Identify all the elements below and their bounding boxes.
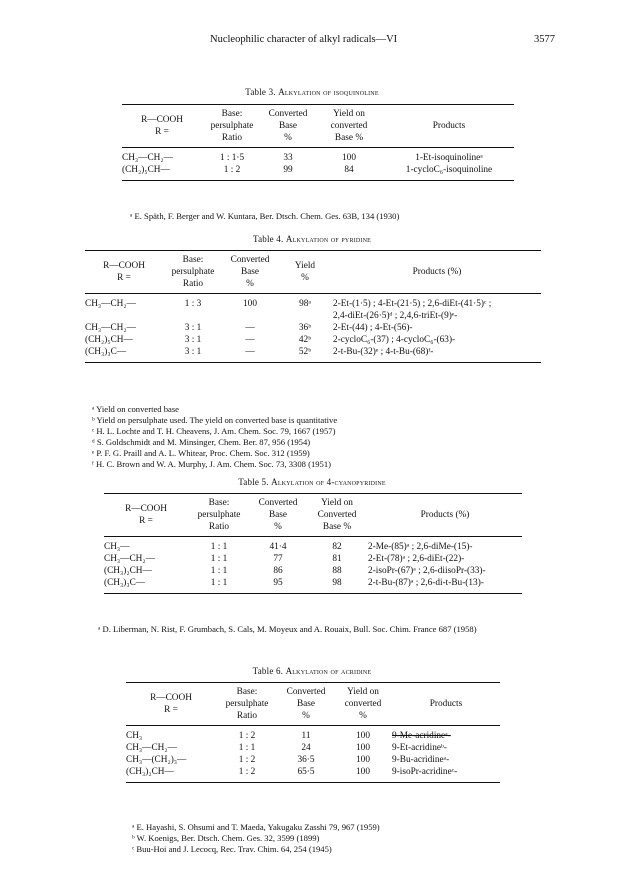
cell-ratio: 1 : 2: [216, 766, 278, 783]
table3-label: Table 3.: [245, 87, 276, 97]
cell-products: 9-Me-acridineᵃ-: [392, 731, 451, 741]
cell-yield: 98ᵃ: [299, 299, 311, 309]
cell-products: 2-t-Bu-(87)ᵃ ; 2,6-di-t-Bu-(13)-: [368, 577, 522, 594]
cell-yield: 42ᵇ: [298, 335, 312, 345]
table6-header-r: R—COOH R =: [126, 683, 216, 726]
table5-title: Alkylation of 4-cyanopyridine: [271, 477, 386, 487]
footnote: ᵃ D. Liberman, N. Rist, F. Grumbach, S. Cals, M. Moyeux and A. Rouaix, Bull. Soc. Chim. France 687 (1958): [98, 624, 477, 634]
table3-header-r: R—COOH R =: [122, 105, 202, 148]
table3: [122, 104, 514, 181]
cell-r: (CH₂)₅CH—: [122, 164, 202, 181]
table3-footnotes: [130, 211, 399, 222]
table3-header-products: Products: [384, 105, 514, 148]
cell-r: CH₃—(CH₂)₃—: [126, 755, 187, 765]
cell-ratio: 1 : 2: [238, 755, 256, 765]
table5-header-ratio: Base: persulphate Ratio: [188, 494, 250, 537]
table6-header-yield: Yield on converted %: [334, 683, 392, 726]
table5-header-converted: Converted Base %: [250, 494, 306, 537]
cell-ratio: 1 : 1·5: [219, 153, 245, 163]
page-number: 3577: [534, 34, 555, 45]
cell-products: 2-Et-(1·5) ; 4-Et-(21·5) ; 2,6-diEt-(41·5)ᶜ ; 2,4-diEt-(26·5)ᵈ ; 2,4,6-triEt-(9)ᵉ-: [333, 299, 492, 321]
table5-header-products: Products (%): [368, 494, 522, 537]
cell-yield: 100: [356, 731, 370, 741]
cell-r: (CH₃)₂CH—: [126, 766, 216, 783]
cell-ratio: 1 : 1: [210, 566, 228, 576]
table4: [85, 250, 541, 363]
cell-r: (CH₂)₅CH—: [85, 335, 133, 345]
cell-converted: 99: [262, 164, 314, 181]
cell-products: 2-isoPr-(67)ᵃ ; 2,6-diisoPr-(33)-: [368, 566, 486, 576]
table3-header-row: [122, 105, 514, 148]
footnote: ᵈ S. Goldschmidt and M. Minsinger, Chem. Ber. 87, 956 (1954): [92, 437, 311, 447]
cell-yield: 52ᵇ: [277, 346, 333, 363]
table3-caption: [0, 87, 624, 97]
table-row: [122, 148, 514, 165]
cell-converted: 95: [250, 577, 306, 594]
table5-header-r: R—COOH R =: [104, 494, 188, 537]
cell-yield: 100: [356, 755, 370, 765]
footnote: ᶜ H. L. Lochte and T. H. Cheavens, J. Am. Chem. Soc. 79, 1667 (1957): [92, 426, 336, 436]
cell-yield: 84: [314, 164, 384, 181]
table6-footnotes: [132, 822, 380, 855]
cell-yield: 98: [306, 577, 368, 594]
cell-products: 2-t-Bu-(32)ᵉ ; 4-t-Bu-(68)ᶠ-: [333, 346, 541, 363]
cell-ratio: 3 : 1: [184, 335, 202, 345]
table-row: [126, 742, 500, 754]
cell-ratio: 1 : 1: [238, 743, 256, 753]
cell-r: CH₃—: [104, 542, 130, 552]
cell-yield: 88: [332, 566, 342, 576]
table3-title: Alkylation of isoquinoline: [278, 87, 379, 97]
cell-r: CH₃—CH₂—: [85, 323, 136, 333]
cell-converted: 33: [283, 153, 293, 163]
table6-label: Table 6.: [252, 666, 284, 676]
cell-ratio: 3 : 1: [163, 346, 223, 363]
cell-ratio: 1 : 1: [188, 577, 250, 594]
table-row: [104, 537, 522, 554]
table6-header-products: Products: [392, 683, 500, 726]
footnote: ᵇ W. Koenigs, Ber. Dtsch. Chem. Ges. 32, 3599 (1899): [132, 833, 320, 843]
cell-ratio: 1 : 1: [210, 554, 228, 564]
table4-header-r: R—COOH R =: [85, 251, 163, 294]
cell-r: (CH₃)₃C—: [104, 577, 188, 594]
cell-r: CH₃: [126, 731, 143, 741]
table6-caption: [0, 666, 624, 676]
table4-footnotes: [92, 404, 337, 470]
cell-r: CH₃—CH₂—: [85, 299, 136, 309]
cell-ratio: 1 : 3: [184, 299, 202, 309]
table5-header-yield: Yield on Converted Base %: [306, 494, 368, 537]
cell-converted: 86: [273, 566, 283, 576]
cell-converted: —: [223, 346, 277, 363]
table6-title: Alkylation of acridine: [285, 666, 372, 676]
running-head-title: Nucleophilic character of alkyl radicals—VI: [210, 34, 398, 45]
cell-products: 9-isoPr-acridineᶜ-: [392, 766, 500, 783]
table-row: [122, 164, 514, 181]
table3-header-ratio: Base: persulphate Ratio: [202, 105, 262, 148]
footnote: ᵃ Yield on converted base: [92, 404, 179, 414]
footnote: ᶠ H. C. Brown and W. A. Murphy, J. Am. Chem. Soc. 73, 3308 (1951): [92, 459, 331, 469]
cell-products: 2-Me-(85)ᵃ ; 2,6-diMe-(15)-: [368, 542, 473, 552]
cell-products: 9-Et-acridineᵇ-: [392, 743, 448, 753]
table-row: [104, 577, 522, 594]
footnote: ᵃ E. Späth, F. Berger and W. Kuntara, Ber. Dtsch. Chem. Ges. 63B, 134 (1930): [130, 211, 400, 221]
cell-converted: 11: [301, 731, 311, 741]
cell-converted: 65·5: [278, 766, 334, 783]
table6-header-converted: Converted Base %: [278, 683, 334, 726]
cell-yield: 100: [342, 153, 356, 163]
table4-header-converted: Converted Base %: [223, 251, 277, 294]
table-row: [85, 322, 541, 334]
table4-header-ratio: Base: persulphate Ratio: [163, 251, 223, 294]
table5-caption: [0, 477, 624, 487]
cell-converted: 24: [301, 743, 311, 753]
cell-converted: 36·5: [297, 755, 315, 765]
cell-r: CH₃—CH₂—: [126, 743, 177, 753]
table-row: [126, 754, 500, 766]
cell-yield: 100: [356, 743, 370, 753]
cell-ratio: 3 : 1: [184, 323, 202, 333]
table4-title: Alkylation of pyridine: [285, 234, 371, 244]
footnote: ᵃ E. Hayashi, S. Ohsumi and T. Maeda, Yakugaku Zasshi 79, 967 (1959): [132, 822, 380, 832]
cell-converted: 100: [243, 299, 257, 309]
cell-r: (CH₃)₂CH—: [104, 566, 152, 576]
cell-products: 9-Bu-acridineᵃ-: [392, 755, 450, 765]
table-row: [85, 334, 541, 346]
cell-products: 2-Et-(78)ᵃ ; 2,6-diEt-(22)-: [368, 554, 465, 564]
cell-products: 1-Et-isoquinolineᵃ: [415, 153, 483, 163]
table5-header-row: [104, 494, 522, 537]
cell-converted: 41·4: [269, 542, 287, 552]
table6: [126, 682, 500, 783]
table5: [104, 493, 522, 594]
cell-ratio: 1 : 2: [238, 731, 256, 741]
table3-header-converted: Converted Base %: [262, 105, 314, 148]
cell-products: 2-cycloC₆-(37) ; 4-cycloC₆-(63)-: [333, 335, 456, 345]
cell-yield: 36ᵇ: [298, 323, 312, 333]
cell-r: CH₃—CH₂—: [122, 153, 173, 163]
table6-header-row: [126, 683, 500, 726]
cell-converted: —: [245, 323, 255, 333]
table-row: [104, 565, 522, 577]
footnote: ᵇ Yield on persulphate used. The yield on converted base is quantitative: [92, 415, 338, 425]
table4-label: Table 4.: [253, 234, 284, 244]
table4-caption: [0, 234, 624, 244]
footnote: ᶜ Buu-Hoi and J. Lecocq, Rec. Trav. Chim. 64, 254 (1945): [132, 844, 332, 854]
table-row: [126, 726, 500, 743]
table4-header-yield: Yield %: [277, 251, 333, 294]
footnote: ᵉ P. F. G. Praill and A. L. Whitear, Proc. Chem. Soc. 312 (1959): [92, 448, 310, 458]
table5-footnotes: [98, 624, 528, 635]
table6-header-ratio: Base: persulphate Ratio: [216, 683, 278, 726]
table3-header-yield: Yield on converted Base %: [314, 105, 384, 148]
table4-header-row: [85, 251, 541, 294]
table5-label: Table 5.: [238, 477, 269, 487]
cell-products: 1-cycloC₆-isoquinoline: [384, 164, 514, 181]
cell-converted: 77: [273, 554, 283, 564]
table-row: [85, 346, 541, 363]
table-row: [85, 294, 541, 323]
cell-r: CH₃—CH₂—: [104, 554, 155, 564]
cell-yield: 81: [332, 554, 342, 564]
cell-yield: 82: [332, 542, 342, 552]
cell-ratio: 1 : 1: [210, 542, 228, 552]
cell-yield: 100: [334, 766, 392, 783]
cell-r: (CH₃)₃C—: [85, 346, 163, 363]
table4-header-products: Products (%): [333, 251, 541, 294]
cell-products: 2-Et-(44) ; 4-Et-(56)-: [333, 323, 413, 333]
cell-converted: —: [245, 335, 255, 345]
table-row: [104, 553, 522, 565]
table-row: [126, 766, 500, 783]
cell-ratio: 1 : 2: [202, 164, 262, 181]
